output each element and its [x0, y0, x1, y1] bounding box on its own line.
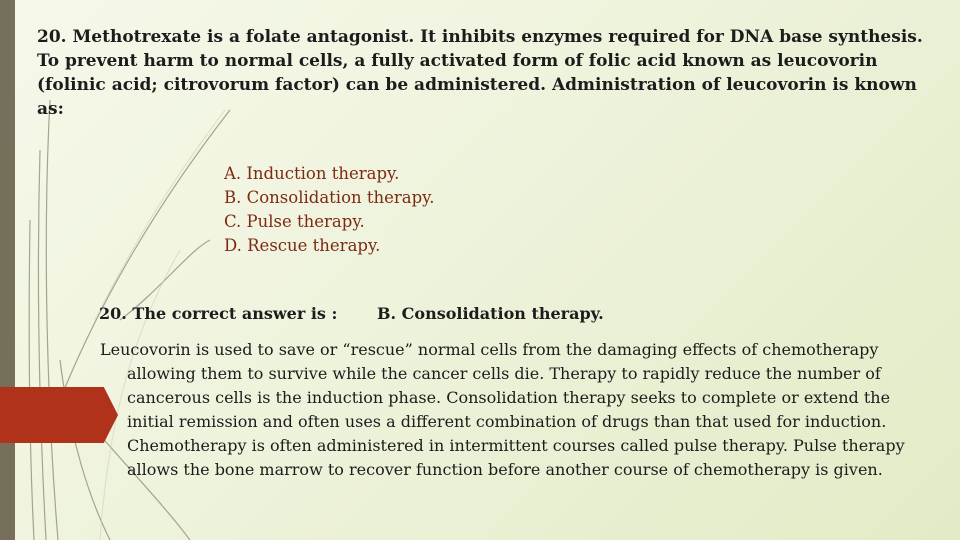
option-c: C. Pulse therapy.: [224, 212, 365, 231]
explanation-text: Leucovorin is used to save or “rescue” normal cells from the damaging effects of chemotherapy allowing them to survive while the cancer cells die. Therapy to rapidly reduce the number of cancerous cells is the induction phase. Consolidation therapy seeks to complete or extend the initial remission and often uses a different combination of drugs than that used for induction. Chemotherapy is often administered in intermittent courses called pulse therapy. Pulse therapy allows the bone marrow to recover function before another course of chemotherapy is given.: [100, 340, 905, 479]
option-a: A. Induction therapy.: [224, 164, 400, 183]
option-b: B. Consolidation therapy.: [224, 188, 435, 207]
correct-answer-value: B. Consolidation therapy.: [377, 304, 604, 323]
correct-answer-label: 20. The correct answer is :: [99, 304, 338, 323]
question-text: 20. Methotrexate is a folate antagonist. It inhibits enzymes required for DNA base synthesis. To prevent harm to normal cells, a fully activated form of folic acid known as leucovorin (folinic acid; citrovorum factor) can be administered. Administration of leucovorin is known as:: [37, 27, 923, 119]
answer-options: [224, 162, 435, 258]
left-accent-bar: [0, 0, 15, 540]
option-d: D. Rescue therapy.: [224, 236, 381, 255]
